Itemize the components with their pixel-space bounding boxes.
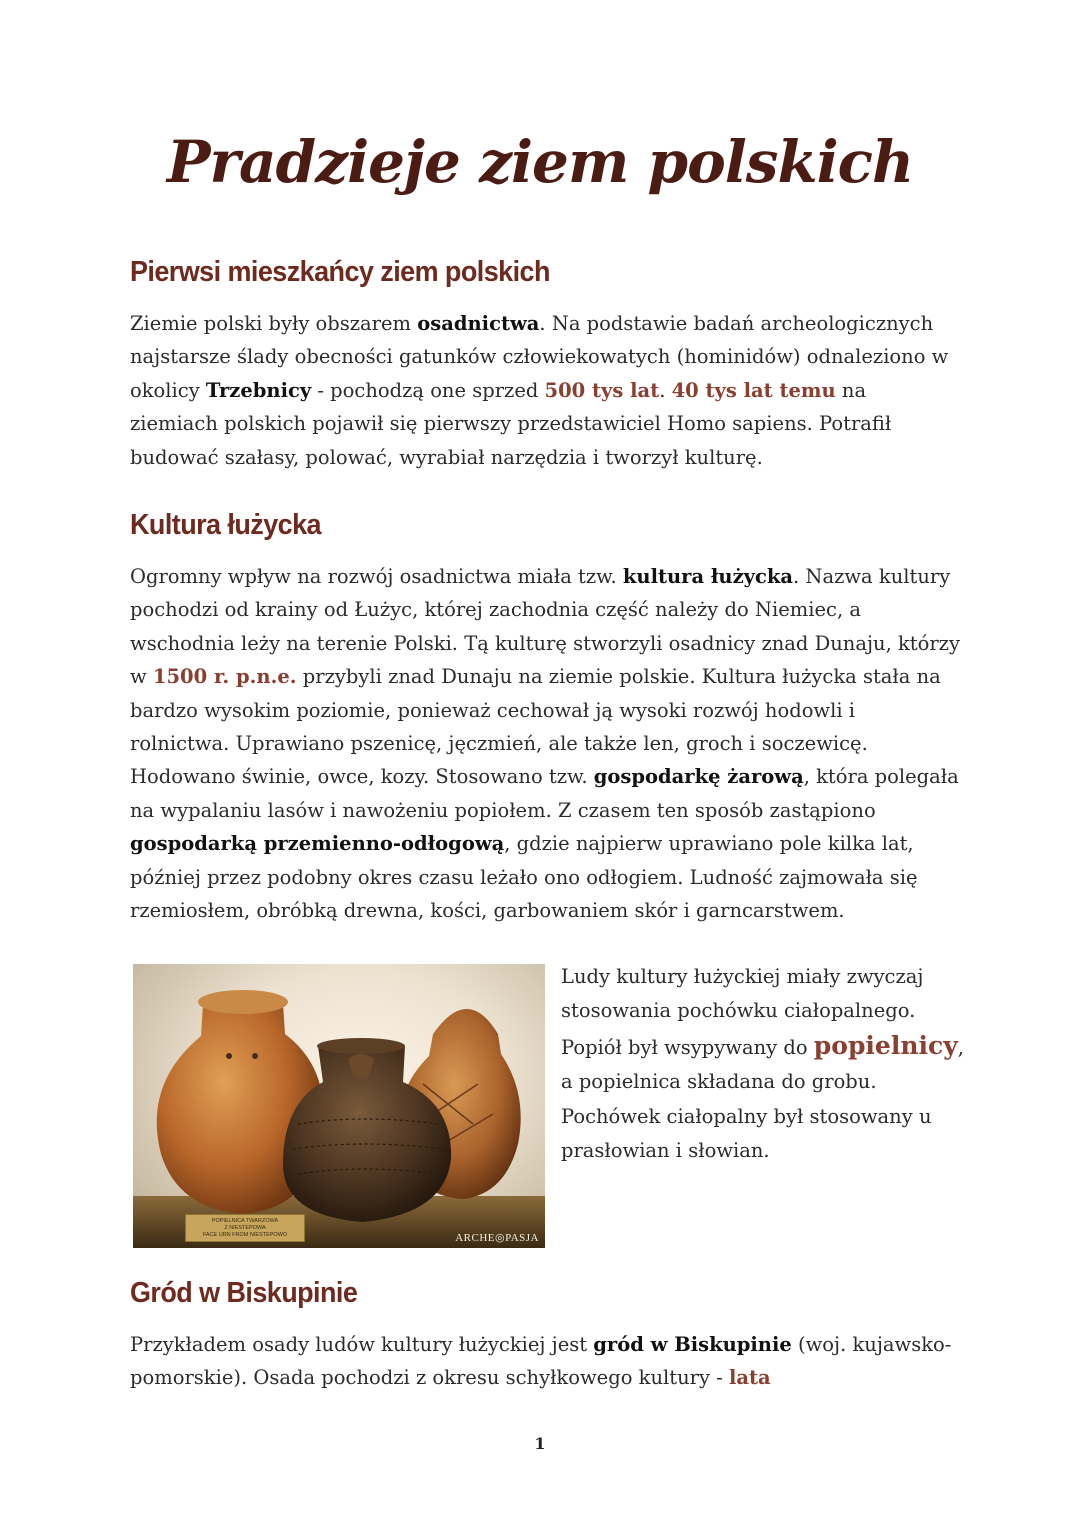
paragraph-biskupin: Przykładem osady ludów kultury łużyckiej jest gród w Biskupinie (woj. kujawsko-pomorskie). Osada pochodzi z okresu schyłkowego kultury - lata	[130, 1333, 952, 1390]
paragraph-first-inhabitants: Ziemie polski były obszarem osadnictwa. Na podstawie badań archeologicznych najstarsze ślady obecności gatunków człowiekowatych (hominidów) odnaleziono w okolicy Trzebnicy - pochodzą one sprzed 500 tys lat. 40 tys lat temu na ziemiach polskich pojawił się pierwszy przedstawiciel Homo sapiens. Potrafił budować szałasy, polować, wyrabiał narzędzia i tworzył kulturę.	[130, 312, 949, 469]
paragraph-lusatian-culture: Ogromny wpływ na rozwój osadnictwa miała tzw. kultura łużycka. Nazwa kultury pochodzi od krainy od Łużyc, której zachodnia część należy do Niemiec, a wschodnia leży na terenie Polski. Tą kulturę stworzyli osadnicy znad Dunaju, którzy w 1500 r. p.n.e. przybyli znad Dunaju na ziemie polskie. Kultura łużycka stała na bardzo wysokim poziomie, ponieważ cechował ją wysoki rozwój hodowli i rolnictwa. Uprawiano pszenicę, jęczmień, ale także len, groch i soczewicę. Hodowano świnie, owce, kozy. Stosowano tzw. gospodarkę żarową, która polegała na wypalaniu lasów i nawożeniu popiołem. Z czasem ten sposób zastąpiono gospodarką przemienno-odłogową, gdzie najpierw uprawiano pole kilka lat, później przez podobny okres czasu leżało ono odłogiem. Ludność zajmowała się rzemiosłem, obróbką drewna, kości, garbowaniem skór i garncarstwem.	[130, 565, 960, 923]
urns-illustration	[133, 964, 545, 1248]
center-urn-rim-shape	[317, 1038, 405, 1054]
left-urn-eye-shape	[226, 1053, 232, 1059]
heading-first-inhabitants: Pierwsi mieszkańcy ziem polskich	[130, 256, 550, 288]
left-urn-eye-shape	[252, 1053, 258, 1059]
urns-photo	[133, 964, 545, 1248]
paragraph-cremation: Ludy kultury łużyckiej miały zwyczaj stosowania pochówku ciałopalnego. Popiół był wsypywany do popielnicy, a popielnica składana do grobu. Pochówek ciałopalny był stosowany u prasłowian i słowian.	[561, 965, 964, 1163]
museum-label-plate: POPIELNICA TWARZOWA Z NIESTEPOWA FACE URN FROM NIESTEPOWO	[185, 1214, 305, 1242]
left-urn-lid-shape	[198, 990, 288, 1014]
heading-lusatian-culture: Kultura łużycka	[130, 509, 321, 541]
photo-watermark: ARCHE◎PASJA	[455, 1232, 539, 1244]
page-title: Pradzieje ziem polskich	[166, 128, 914, 196]
heading-biskupin: Gród w Biskupinie	[130, 1277, 358, 1309]
page-number: 1	[534, 1434, 546, 1453]
